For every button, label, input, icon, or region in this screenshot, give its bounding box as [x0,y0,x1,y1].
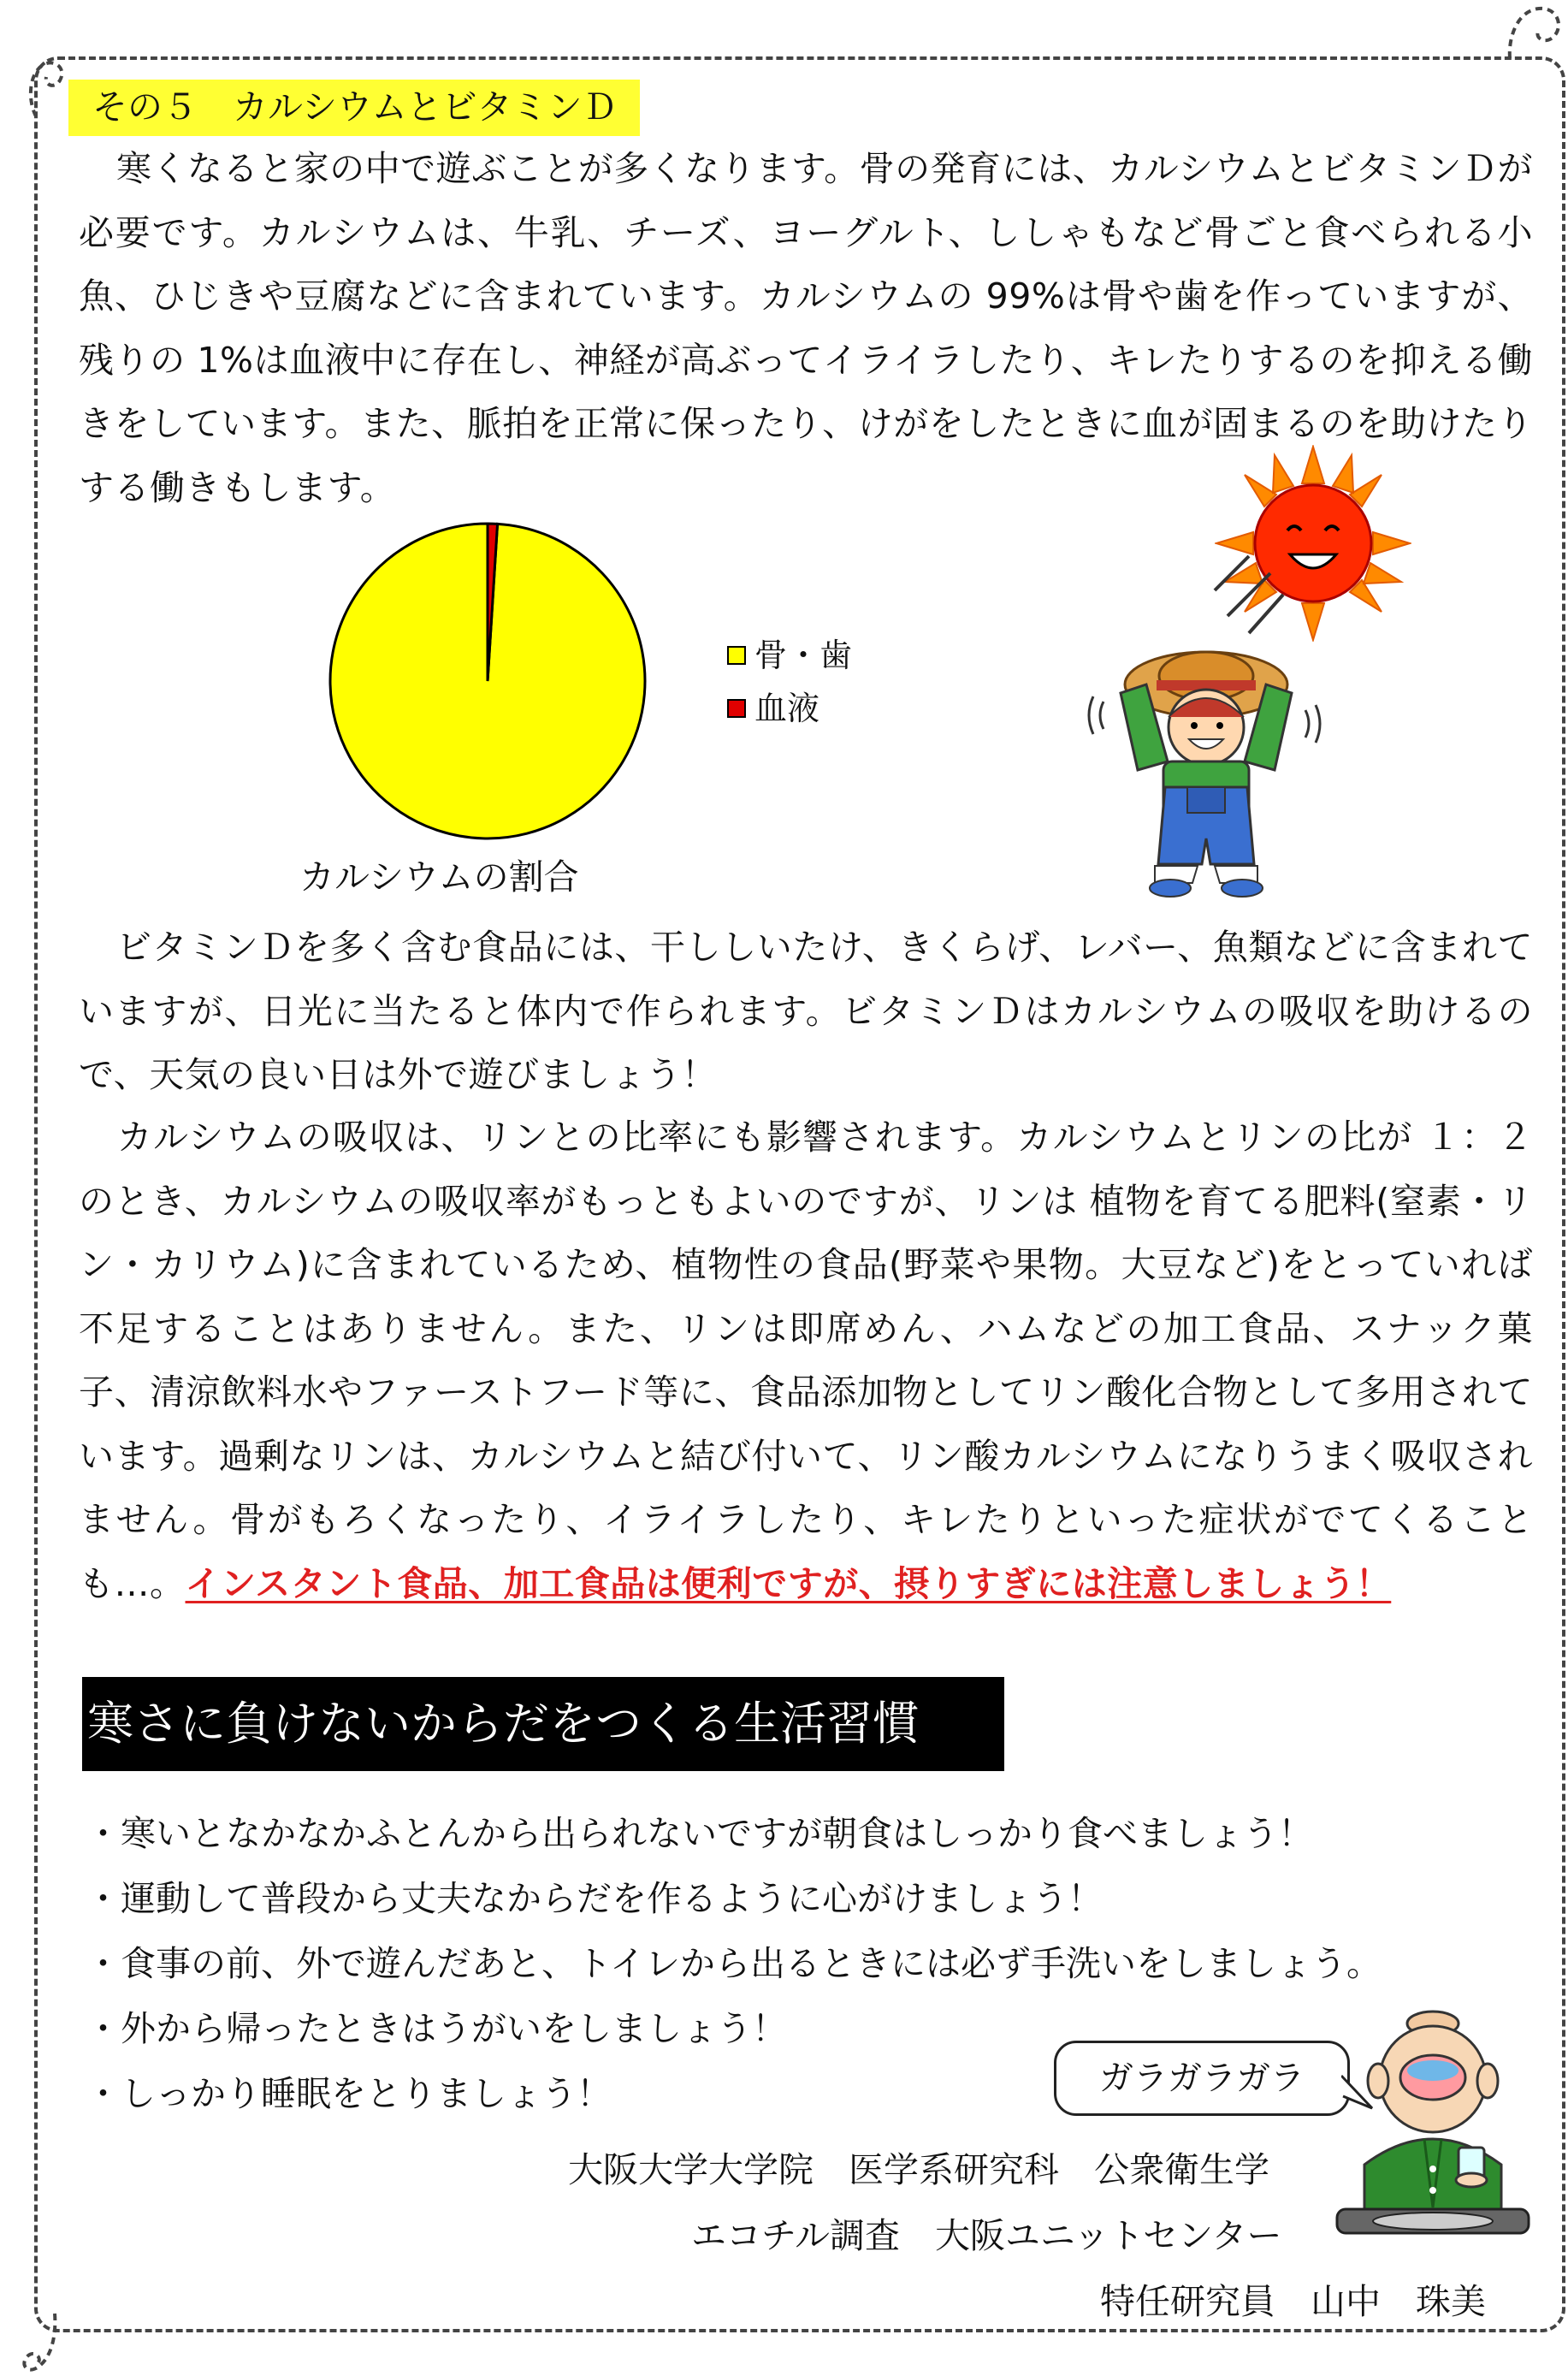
calcium-pie-chart [325,518,650,847]
warning-text: インスタント食品、加工食品は便利ですが、摂りすぎには注意しましょう！ [185,1562,1392,1604]
paragraph-text: 寒くなると家の中で遊ぶことが多くなります。骨の発育には、カルシウムとビタミンＤが必要です。カルシウムは、牛乳、チーズ、ヨーグルト、ししゃもなど骨ごと食べられる小魚、ひじきや豆腐などに含まれています。カルシウムの 99%は骨や歯を作っていますが、残りの 1%は血液中に存在し、神経が高ぶってイライラしたり、キレたりするのを抑える働きをしています。また、脈拍を正常に保ったり、けがをしたときに血が固まるのを助けたりする働きもします。 [79,148,1533,508]
credit-project: エコチル調査 大阪ユニットセンター [691,2215,1282,2256]
corner-curl-top-right [1501,2,1568,63]
credit-author: 特任研究員 山中 珠美 [1100,2281,1486,2322]
paragraph-text: ビタミンＤを多く含む食品には、干ししいたけ、きくらげ、レバー、魚類などに含まれていますが、日光に当たると体内で作られます。ビタミンＤはカルシウムの吸収を助けるので、天気の良い日は外で遊びましょう！ [79,927,1533,1095]
habits-title: 寒さに負けないからだをつくる生活習慣 [82,1677,1004,1771]
list-item: ・運動して普段から丈夫なからだを作るように心がけましょう！ [86,1878,1103,1919]
corner-curl-bottom-left [17,2310,77,2376]
pie-legend [727,629,852,735]
legend-label: 血液 [754,690,820,727]
paragraph-phosphorus [79,1105,1533,1615]
list-item: ・しっかり睡眠をとりましょう！ [86,2073,612,2114]
child-with-hat-illustration [1086,633,1326,898]
paragraph-text: カルシウムの吸収は、リンとの比率にも影響されます。カルシウムとリンの比が １：２のとき、カルシウムの吸収率がもっともよいのですが、リンは 植物を育てる肥料(窒素・リン・カリウム)に含まれているため、植物性の食品(野菜や果物。大豆など)をとっていれば不足することはありません。また、リンは即席めん、ハムなどの加工食品、スナック菓子、清涼飲料水やファーストフード等に、食品添加物としてリン酸化合物として多用されています。過剰なリンは、カルシウムと結び付いて、リン酸カルシウムになりうまく吸収されません。骨がもろくなったり、イライラしたり、キレたりといった症状がでてくることも…。 [79,1117,1533,1604]
list-item: ・外から帰ったときはうがいをしましょう！ [86,2008,787,2049]
legend-swatch [727,699,746,718]
paragraph-vitamin-d [79,915,1533,1107]
corner-curl-top-left [24,56,75,125]
credit-affiliation: 大阪大学大学院 医学系研究科 公衆衛生学 [568,2149,1269,2190]
list-item: ・寒いとなかなかふとんから出られないですが朝食はしっかり食べましょう！ [86,1813,1313,1854]
speech-bubble: ガラガラガラ [1054,2041,1350,2116]
pie-chart-title: カルシウムの割合 [299,856,579,898]
legend-item-bone [727,629,852,682]
gargling-person-illustration [1330,1985,1535,2242]
sun-rays-lines [1206,548,1292,642]
legend-swatch [727,646,746,665]
section-heading: その５ カルシウムとビタミンＤ [68,80,640,136]
list-item: ・食事の前、外で遊んだあと、トイレから出るときには必ず手洗いをしましょう。 [86,1943,1382,1984]
legend-item-blood [727,682,852,735]
legend-label: 骨・歯 [754,637,853,674]
